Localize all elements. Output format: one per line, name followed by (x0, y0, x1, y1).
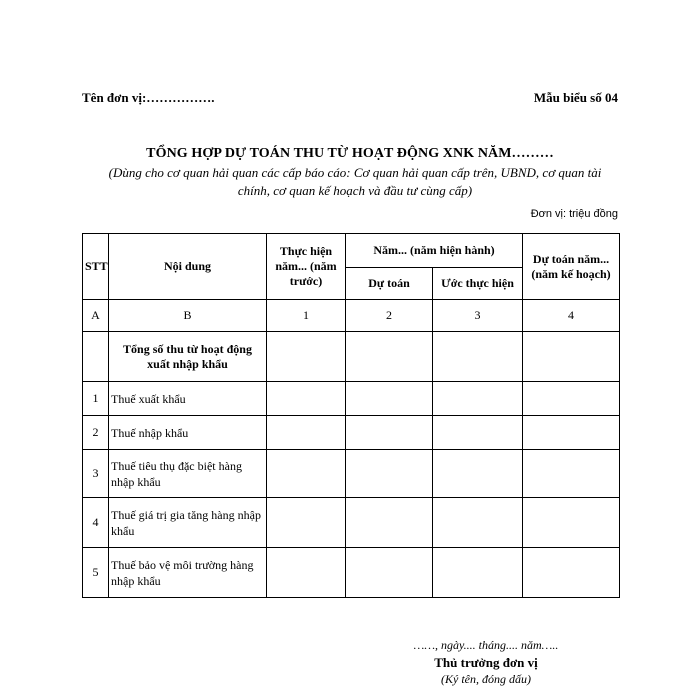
index-row (83, 300, 620, 332)
header-expected: Ước thực hiện (433, 268, 523, 300)
empty-cell (523, 548, 620, 598)
empty-cell (346, 332, 433, 382)
empty-cell (346, 548, 433, 598)
empty-cell (346, 382, 433, 416)
currency-unit-note: Đơn vị: triệu đồng (530, 208, 618, 220)
empty-cell (433, 498, 523, 548)
empty-cell (267, 416, 346, 450)
index-cell: A (83, 300, 109, 332)
table-row (83, 450, 620, 498)
table-row (83, 416, 620, 450)
empty-cell (433, 450, 523, 498)
row-content: Thuế nhập khẩu (109, 416, 267, 450)
empty-cell (346, 498, 433, 548)
row-content: Thuế giá trị gia tăng hàng nhập khẩu (109, 498, 267, 548)
table-row (83, 498, 620, 548)
index-cell: 2 (346, 300, 433, 332)
index-cell: 1 (267, 300, 346, 332)
row-stt: 1 (83, 382, 109, 416)
total-row (83, 332, 620, 382)
empty-cell (523, 498, 620, 548)
form-number: Mẫu biểu số 04 (533, 90, 618, 105)
row-stt: 2 (83, 416, 109, 450)
row-stt: 4 (83, 498, 109, 548)
table-row (83, 382, 620, 416)
header-stt: STT (83, 234, 109, 300)
row-content: Thuế xuất khẩu (109, 382, 267, 416)
empty-cell (267, 548, 346, 598)
table-row (83, 548, 620, 598)
index-cell: 3 (433, 300, 523, 332)
row-stt: 5 (83, 548, 109, 598)
empty-cell (523, 382, 620, 416)
date-line: ……, ngày.... tháng.... năm….. (413, 638, 559, 652)
signer-title: Thủ trưởng đơn vị (434, 655, 538, 670)
index-cell: B (109, 300, 267, 332)
empty-cell (267, 382, 346, 416)
empty-cell (267, 498, 346, 548)
empty-cell (346, 450, 433, 498)
signature-note: (Ký tên, đóng dấu) (441, 672, 531, 686)
header-current-year: Năm... (năm hiện hành) (346, 234, 523, 268)
index-cell: 4 (523, 300, 620, 332)
row-content: Thuế bảo vệ môi trường hàng nhập khẩu (109, 548, 267, 598)
empty-cell (433, 548, 523, 598)
row-stt: 3 (83, 450, 109, 498)
header-prev-year: Thực hiện năm... (năm trước) (267, 234, 346, 300)
total-label: Tổng số thu từ hoạt động xuất nhập khẩu (109, 332, 267, 382)
empty-cell (433, 382, 523, 416)
empty-cell (267, 450, 346, 498)
document-subtitle: (Dùng cho cơ quan hải quan các cấp báo cáo: Cơ quan hải quan cấp trên, UBND, cơ quan tài chính, cơ quan kế hoạch và đầu tư cùng cấp) (108, 165, 602, 198)
document-title: TỔNG HỢP DỰ TOÁN THU TỪ HOẠT ĐỘNG XNK NĂM……… (146, 146, 554, 161)
empty-cell (346, 416, 433, 450)
empty-cell (433, 332, 523, 382)
row-content: Thuế tiêu thụ đặc biệt hàng nhập khẩu (109, 450, 267, 498)
header-estimate: Dự toán (346, 268, 433, 300)
empty-cell (523, 416, 620, 450)
empty-cell (523, 450, 620, 498)
empty-cell (523, 332, 620, 382)
header-plan-year: Dự toán năm... (năm kế hoạch) (523, 234, 620, 300)
empty-cell (267, 332, 346, 382)
budget-table (82, 233, 620, 598)
header-content: Nội dung (109, 234, 267, 300)
total-stt-cell (83, 332, 109, 382)
empty-cell (433, 416, 523, 450)
unit-name-field: Tên đơn vị:……………. (82, 90, 215, 105)
